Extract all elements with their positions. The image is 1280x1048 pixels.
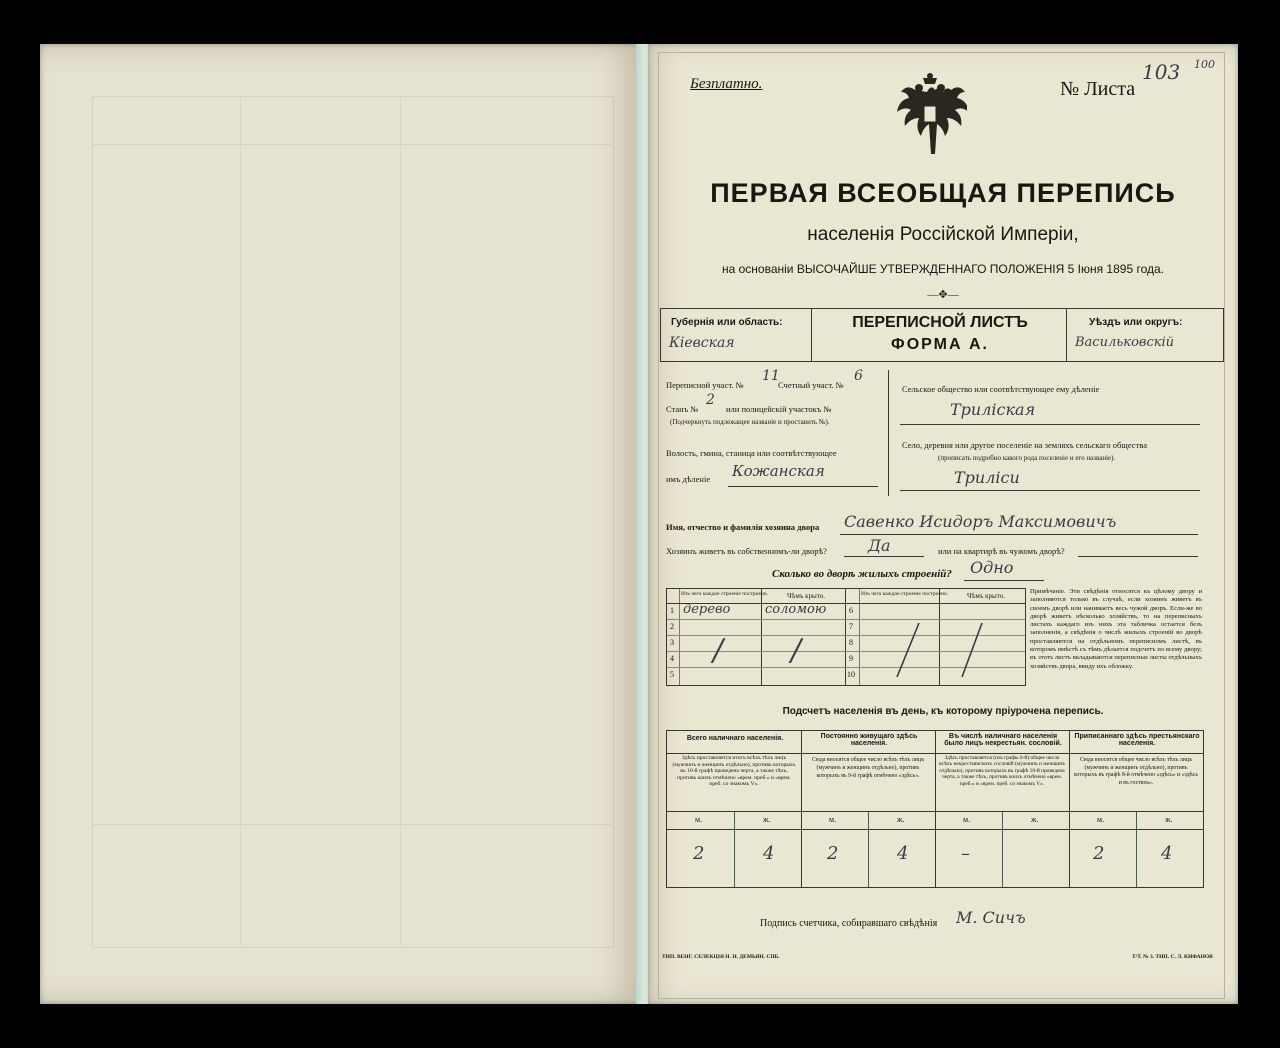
male-header: м. bbox=[1097, 815, 1105, 824]
census-form-page bbox=[648, 44, 1238, 1004]
row-number: 3 bbox=[670, 638, 674, 647]
village-underline bbox=[900, 490, 1200, 491]
summary-col-divider bbox=[935, 731, 936, 887]
summary-col2-header: Постоянно живущаго здѣсь населенія. bbox=[820, 733, 918, 747]
summary-col-divider bbox=[1069, 731, 1070, 887]
owner-value: Савенко Исидоръ Максимовичъ bbox=[844, 512, 1117, 531]
row-number: 7 bbox=[849, 622, 853, 631]
sheet-number-handwritten: 103 bbox=[1142, 60, 1181, 84]
rent-label: или на квартирѣ въ чужомъ дворѣ? bbox=[938, 546, 1065, 556]
society-value: Триліская bbox=[950, 400, 1036, 419]
uezd-box bbox=[1066, 308, 1224, 362]
stan-label: Станъ № bbox=[666, 404, 699, 414]
col-material-header: Изъ чего каждое строеніе построено. bbox=[681, 591, 769, 597]
rent-underline bbox=[1078, 556, 1198, 557]
signature-value: М. Сичъ bbox=[956, 908, 1026, 927]
census-plot-value: 11 bbox=[762, 368, 780, 384]
printer-imprint-left: ТИП. ВЕНГ. СЕЛЕКЦІЯ Н. Н. ДЕМЬЯН. СПБ. bbox=[662, 954, 780, 960]
owner-underline bbox=[840, 534, 1198, 535]
summary-col-divider bbox=[868, 811, 869, 887]
male-header: м. bbox=[695, 815, 703, 824]
summary-col2-desc: Сюда вносится общее число всѣхъ тѣхъ лицъ (мужчинъ и женщинъ отдѣльно), противъ которыхъ въ 9-й графѣ отмѣчено «здѣсь». bbox=[812, 757, 924, 779]
summary-row-divider bbox=[667, 753, 1203, 754]
village-label: Село, деревня или другое поселеніе на земляхъ сельскаго общества bbox=[902, 440, 1147, 450]
police-label: или полицейскій участокъ № bbox=[726, 404, 832, 414]
own-yard-label: Хозяинъ живетъ въ собственномъ-ли дворѣ? bbox=[666, 546, 827, 556]
village-value: Триліси bbox=[954, 468, 1020, 487]
building-material-value: / bbox=[713, 633, 724, 668]
uezd-value: Васильковскій bbox=[1075, 335, 1175, 350]
row-number: 10 bbox=[847, 670, 855, 679]
form-sheet-title: ПЕРЕПИСНОЙ ЛИСТЪ bbox=[852, 314, 1028, 331]
row-number: 5 bbox=[670, 670, 674, 679]
female-header: ж. bbox=[1165, 815, 1173, 824]
village-note: (прописать подробно какого рода поселеніе и его названіе). bbox=[938, 454, 1116, 462]
col-roof-header: Чѣмъ крыто. bbox=[787, 592, 825, 600]
gubernia-box bbox=[660, 308, 812, 362]
volost-underline bbox=[728, 486, 878, 487]
summary-row-divider bbox=[667, 811, 1203, 812]
police-note: (Подчеркнуть подлежащее названіе и проставить №). bbox=[670, 418, 830, 426]
col-roof-header: Чѣмъ крыто. bbox=[967, 592, 1005, 600]
volost-label: Волость, гмина, станица или соотвѣтствующее bbox=[666, 448, 837, 458]
volost-label-2: имъ дѣленіе bbox=[666, 474, 711, 484]
noncrest-male-value: – bbox=[961, 843, 970, 864]
buildings-label: Сколько во дворѣ жилыхъ строеній? bbox=[772, 568, 952, 580]
buildings-note: Примѣчаніе. Эти свѣдѣнія относятся къ цѣлому двору и заполняются только въ случаѣ, если хозяинъ живетъ въ своемъ дворѣ или нанимаетъ весь чужой дворъ. Если-же во дворѣ живетъ нѣсколько хозяйствъ, то на переписныхъ листахъ каждаго изъ нихъ эта табличка остается безъ заполненія, а свѣдѣнія о числѣ жилыхъ строеній во дворѣ проставляются на отдѣльномъ переписномъ листѣ, въ которомъ вмѣстѣ съ тѣмъ дѣлается подсчетъ по всему двору; въ этотъ листъ вкладываются переписные листы отдѣльныхъ хозяйствъ двора, ввиду ихъ обложку. bbox=[1030, 588, 1202, 670]
peasant-male-value: 2 bbox=[1093, 843, 1105, 864]
free-label: Безплатно. bbox=[690, 76, 763, 92]
left-page bbox=[40, 44, 642, 1004]
summary-title: Подсчетъ населенія въ день, къ которому пріурочена перепись. bbox=[782, 706, 1104, 717]
summary-col4-header: Приписаннаго здѣсь престьянскаго населенія. bbox=[1074, 733, 1200, 747]
summary-col3-desc: Здѣсь проставляется (изъ графы 6-й) общее число всѣхъ некрестьянскихъ сословій (мужчинъ и женщинъ отдѣльно), противъ которыхъ въ графѣ 10-й проведена черта, а также тѣхъ, противъ коихъ отмѣчено «врем. преб.» и «врем. преб. со знакомъ V». bbox=[939, 755, 1065, 787]
summary-col-divider bbox=[1002, 811, 1003, 887]
male-header: м. bbox=[963, 815, 971, 824]
count-plot-value: 6 bbox=[854, 368, 863, 384]
row-number: 4 bbox=[670, 654, 674, 663]
count-plot-label: Счетный участ. № bbox=[778, 380, 844, 390]
faint-rule bbox=[240, 96, 241, 946]
total-female-value: 4 bbox=[763, 843, 775, 864]
row-number: 1 bbox=[670, 606, 674, 615]
printer-imprint-right: Т/Т. № 3. ТИП. С. Л. КИФАНОВ bbox=[1132, 954, 1213, 960]
stan-value: 2 bbox=[706, 392, 715, 408]
faint-rule bbox=[92, 824, 612, 825]
buildings-underline bbox=[964, 580, 1044, 581]
female-header: ж. bbox=[1031, 815, 1039, 824]
resident-female-value: 4 bbox=[897, 843, 909, 864]
population-summary-table bbox=[666, 730, 1204, 888]
buildings-table bbox=[666, 588, 1026, 686]
society-label: Сельское общество или соотвѣтствующее ему дѣленіе bbox=[902, 384, 1100, 394]
form-subtitle: населенія Россійской Имперіи, bbox=[807, 224, 1079, 245]
uezd-label: Уѣздъ или округъ: bbox=[1089, 317, 1183, 328]
form-variant-label: ФОРМА А. bbox=[891, 336, 989, 353]
faint-rule bbox=[400, 96, 401, 946]
ornament-divider: —✥— bbox=[927, 289, 959, 301]
signature-label: Подпись счетчика, собиравшаго свѣдѣнія bbox=[760, 918, 938, 929]
peasant-female-value: 4 bbox=[1161, 843, 1173, 864]
own-yard-value: Да bbox=[868, 536, 891, 555]
sheet-number-label: № Листа bbox=[1060, 78, 1136, 100]
summary-col-divider bbox=[734, 811, 735, 887]
total-male-value: 2 bbox=[693, 843, 705, 864]
gubernia-value: Кіевская bbox=[669, 335, 735, 351]
resident-male-value: 2 bbox=[827, 843, 839, 864]
row-number: 9 bbox=[849, 654, 853, 663]
summary-col-divider bbox=[1136, 811, 1137, 887]
summary-col3-header: Въ числѣ наличнаго населенія было лицъ некрестьян. сословій. bbox=[944, 733, 1062, 747]
imperial-eagle-icon bbox=[893, 72, 967, 164]
summary-col4-desc: Сюда вносится общее число всѣхъ тѣхъ лицъ (мужчинъ и женщинъ отдѣльно), противъ которыхъ въ графѣ 8-й отмѣчено «здѣсь» и «здѣсь и въ гостяхъ». bbox=[1073, 757, 1199, 786]
own-yard-underline bbox=[844, 556, 924, 557]
gubernia-label: Губернія или область: bbox=[671, 317, 783, 328]
census-plot-label: Переписной участ. № bbox=[666, 380, 744, 390]
building-material-value: дерево bbox=[683, 602, 731, 617]
female-header: ж. bbox=[763, 815, 771, 824]
row-number: 2 bbox=[670, 622, 674, 631]
summary-col1-header: Всего наличнаго населенія. bbox=[686, 735, 784, 742]
summary-col1-desc: Здѣсь проставляется итогъ всѣхъ тѣхъ лицъ (мужчинъ и женщинъ отдѣльно), противъ которыхъ въ 10-й графѣ проведена черта, а также тѣхъ, противъ коихъ отмѣчено «врем. преб.» и «врем. преб. со знакомъ V». bbox=[672, 755, 796, 788]
faint-rule bbox=[92, 144, 612, 145]
strike-marks bbox=[867, 617, 1017, 679]
buildings-value: Одно bbox=[970, 558, 1014, 577]
row-number: 6 bbox=[849, 606, 853, 615]
summary-row-divider bbox=[667, 829, 1203, 830]
faint-ruled-frame bbox=[92, 96, 614, 948]
row-number: 8 bbox=[849, 638, 853, 647]
building-roof-value: соломою bbox=[765, 602, 827, 617]
form-main-title: ПЕРВАЯ ВСЕОБЩАЯ ПЕРЕПИСЬ bbox=[710, 178, 1176, 208]
owner-label: Имя, отчество и фамилія хозяина двора bbox=[666, 522, 820, 532]
form-basis-line: на основаніи ВЫСОЧАЙШЕ УТВЕРЖДЕННАГО ПОЛОЖЕНІЯ 5 Іюня 1895 года. bbox=[721, 262, 1164, 276]
male-header: м. bbox=[829, 815, 837, 824]
summary-col-divider bbox=[801, 731, 802, 887]
field-divider bbox=[888, 370, 889, 496]
society-underline bbox=[900, 424, 1200, 425]
female-header: ж. bbox=[897, 815, 905, 824]
sheet-number-corner: 100 bbox=[1194, 58, 1215, 71]
volost-value: Кожанская bbox=[732, 462, 825, 480]
col-material-header: Изъ чего каждое строеніе построено. bbox=[861, 591, 949, 597]
building-roof-value: / bbox=[791, 633, 802, 668]
